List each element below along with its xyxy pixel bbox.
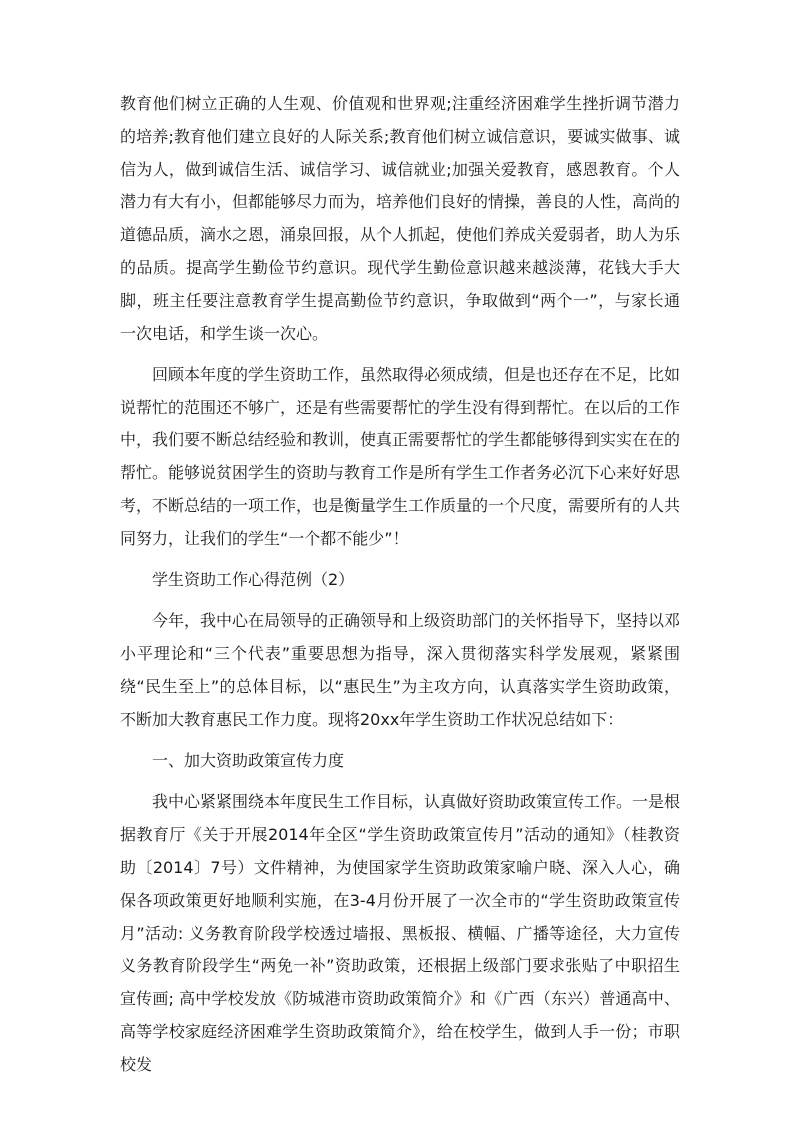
paragraph-1: 教育他们树立正确的人生观、价值观和世界观;注重经济困难学生挫折调节潜力的培养;教育他们建立良好的人际关系;教育他们树立诚信意识，要诚实做事、诚信为人，做到诚信生活、诚信学习、诚信就业;加强关爱教育，感恩教育。个人潜力有大有小，但都能够尽力而为，培养他们良好的情操，善良的人性，高尚的道德品质，滴水之恩，涌泉回报，从个人抓起，使他们养成关爱弱者，助人为乐的品质。提高学生勤俭节约意识。现代学生勤俭意识越来越淡薄，花钱大手大脚，班主任要注意教育学生提高勤俭节约意识，争取做到“两个一”，与家长通一次电话，和学生谈一次心。 — [120, 94, 681, 343]
section-heading-1: 一、加大资助政策宣传力度 — [152, 751, 345, 771]
paragraph-6: 我中心紧紧围绕本年度民生工作目标，认真做好资助政策宣传工作。一是根据教育厅《关于开展2014年全区“学生资助政策宣传月”活动的通知》（桂教资助〔2014〕7号）文件精神，为使国家学生资助政策家喻户晓、深入人心，确保各项政策更好地顺利实施，在3-4月份开展了一次全市的“学生资助政策宣传月”活动: 义务教育阶段学校透过墙报、黑板报、横幅、广播等途径，大力宣传义务教育阶段学生“两免一补”资助政策，还根据上级部门要求张贴了中职招生宣传画; 高中学校发放《防城港市资助政策简介》和《广西（东兴）普通高中、高等学校家庭经济困难学生资助政策简介》，给在校学生，做到人手一份；市职校发 — [120, 792, 681, 1074]
paragraph-2: 回顾本年度的学生资助工作，虽然取得必须成绩，但是也还存在不足，比如说帮忙的范围还不够广，还是有些需要帮忙的学生没有得到帮忙。在以后的工作中，我们要不断总结经验和教训，使真正需要帮忙的学生都能够得到实实在在的帮忙。能够说贫困学生的资助与教育工作是所有学生工作者务必沉下心来好好思考，不断总结的一项工作，也是衡量学生工作质量的一个尺度，需要所有的人共同努力，让我们的学生“一个都不能少”！ — [120, 364, 681, 548]
paragraph-4: 今年，我中心在局领导的正确领导和上级资助部门的关怀指导下，坚持以邓小平理论和“三个代表”重要思想为指导，深入贯彻落实科学发展观，紧紧围绕“民生至上”的总体目标，以“惠民生”为主攻方向，认真落实学生资助政策，不断加大教育惠民工作力度。现将20xx年学生资助工作状况总结如下： — [120, 611, 681, 729]
document-body — [120, 88, 680, 1090]
section-title-example-2: 学生资助工作心得范例（2） — [152, 570, 355, 590]
